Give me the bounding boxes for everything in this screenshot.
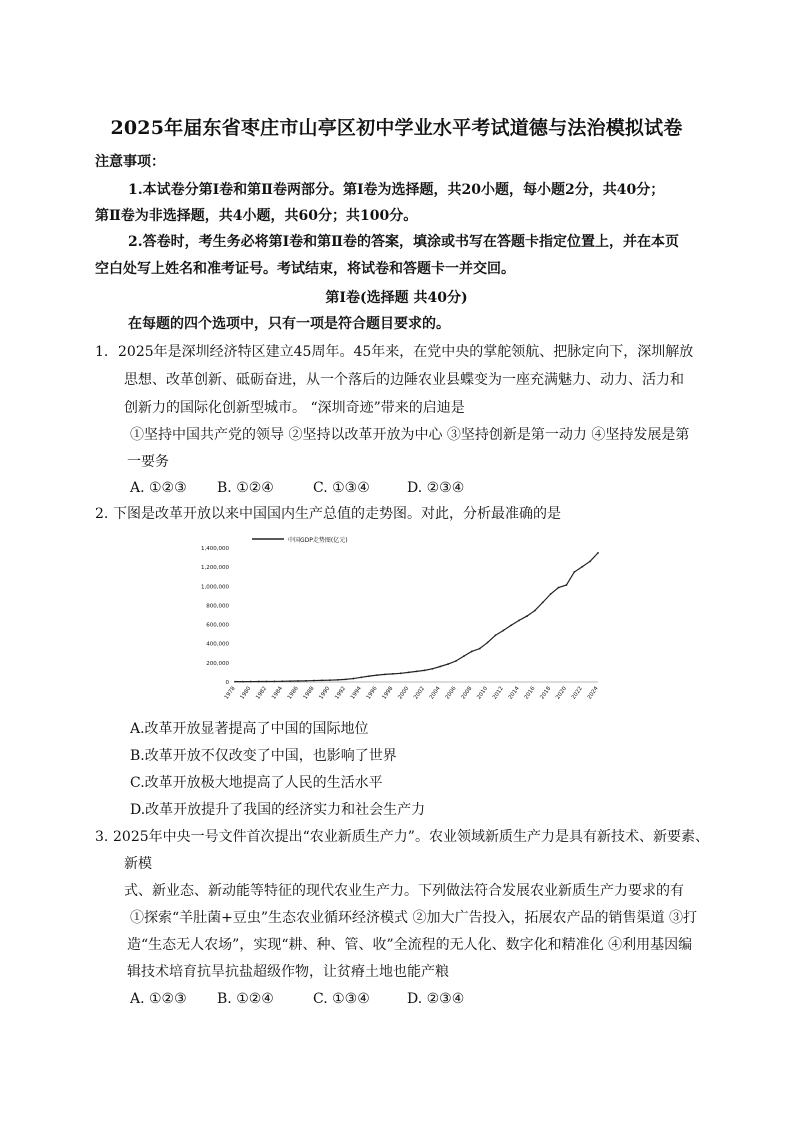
x-axis (224, 682, 600, 701)
gdp-point (368, 675, 370, 677)
q1-option-a[interactable]: A. ①②③ (130, 480, 187, 496)
x-tick-label: 1992 (334, 685, 348, 701)
gdp-point (550, 593, 552, 595)
q2-option-d[interactable]: D.改革开放提升了我国的经济实力和社会生产力 (130, 802, 426, 818)
gdp-point (376, 674, 378, 676)
x-tick-label: 2000 (397, 685, 411, 701)
y-tick-label: 0 (225, 680, 229, 686)
gdp-point (289, 680, 291, 682)
x-tick-label: 2014 (507, 685, 521, 701)
x-tick-label: 1986 (286, 685, 300, 701)
x-tick-label: 1994 (349, 685, 363, 701)
x-tick-label: 1988 (302, 685, 316, 701)
gdp-point (447, 663, 449, 665)
q3-stem-line1: 2025年中央一号文件首次提出“农业新质生产力”。农业领域新质生产力是具有新技术、新要素、 (113, 829, 709, 845)
section-instruction: 在每题的四个选项中，只有一项是符合题目要求的。 (128, 316, 450, 332)
gdp-point (266, 681, 268, 683)
y-tick-label: 1,400,000 (201, 546, 229, 552)
gdp-line-chart (190, 532, 610, 707)
q3-option-b[interactable]: B. ①②④ (217, 991, 274, 1007)
q3-stem-line3: 式、新业态、新动能等特征的现代农业生产力。下列做法符合发展农业新质生产力要求的有 (124, 883, 684, 899)
x-tick-label: 1998 (381, 685, 395, 701)
gdp-point (305, 680, 307, 682)
y-axis (201, 546, 230, 686)
gdp-point (392, 673, 394, 675)
q2-option-b[interactable]: B.改革开放不仅改变了中国，也影响了世界 (130, 748, 397, 764)
gdp-series-line (235, 553, 598, 682)
q1-stem-line5: 一要务 (127, 454, 169, 470)
page-title: 2025年届东省枣庄市山亭区初中学业水平考试道德与法治模拟试卷 (110, 117, 683, 139)
gdp-point (313, 680, 315, 682)
y-tick-label: 1,200,000 (201, 565, 229, 572)
q1-option-c[interactable]: C. ①③④ (313, 480, 370, 496)
q2-option-c[interactable]: C.改革开放极大地提高了人民的生活水平 (130, 775, 383, 791)
gdp-point (534, 610, 536, 612)
gdp-point (416, 670, 418, 672)
gdp-point (463, 655, 465, 657)
y-tick-label: 200,000 (206, 660, 229, 667)
gdp-point (455, 660, 457, 662)
gdp-point (274, 681, 276, 683)
x-tick-label: 2006 (444, 685, 458, 701)
gdp-series (234, 552, 599, 683)
y-tick-label: 800,000 (206, 603, 229, 610)
gdp-point (337, 679, 339, 681)
y-tick-label: 600,000 (206, 622, 229, 629)
gdp-point (573, 571, 575, 573)
q2-option-a[interactable]: A.改革开放显著提高了中国的国际地位 (130, 721, 369, 737)
gdp-point (518, 620, 520, 622)
q3-option-c[interactable]: C. ①③④ (313, 991, 370, 1007)
gdp-point (487, 642, 489, 644)
y-tick-label: 1,000,000 (201, 584, 229, 591)
q1-option-b[interactable]: B. ①②④ (217, 480, 274, 496)
x-tick-label: 2012 (491, 685, 505, 701)
gdp-point (558, 587, 560, 589)
gdp-point (250, 681, 252, 683)
q1-stem-line4: ①坚持中国共产党的领导 ②坚持以改革开放为中心 ③坚持创新是第一动力 ④坚持发展是第 (130, 427, 690, 443)
gdp-point (431, 668, 433, 670)
q1-stem-line2: 思想、改革创新、砥砺奋进，从一个落后的边陲农业县蝶变为一座充满魅力、动力、活力和 (124, 372, 684, 388)
q3-option-d[interactable]: D. ②③④ (407, 991, 465, 1007)
x-tick-label: 1980 (239, 685, 253, 701)
gdp-point (566, 584, 568, 586)
x-tick-label: 1996 (365, 685, 379, 701)
gdp-point (471, 651, 473, 653)
x-tick-label: 1978 (223, 685, 237, 701)
gdp-point (352, 678, 354, 680)
q1-option-d[interactable]: D. ②③④ (407, 480, 465, 496)
q3-number: 3. (95, 829, 109, 845)
gdp-point (408, 672, 410, 674)
x-tick-label: 1982 (255, 685, 269, 701)
section-heading: 第Ⅰ卷(选择题 共40分) (325, 290, 468, 306)
x-tick-label: 1990 (318, 685, 332, 701)
x-tick-label: 2002 (413, 685, 427, 701)
x-tick-label: 2010 (476, 685, 490, 701)
gdp-point (542, 601, 544, 603)
x-tick-label: 1984 (271, 685, 284, 701)
gdp-point (242, 681, 244, 683)
notice-item1-line1: 1.本试卷分第Ⅰ卷和第Ⅱ卷两部分。第Ⅰ卷为选择题，共20小题，每小题2分，共40分； (128, 182, 665, 198)
notice-item2-line2: 空白处写上姓名和准考证号。考试结束，将试卷和答题卡一并交回。 (95, 261, 515, 277)
gdp-point (321, 679, 323, 681)
q3-stem-line4: ①探索“羊肚菌+豆虫”生态农业循环经济模式 ②加大广告投入，拓展农产品的销售渠道 ③打 (130, 910, 697, 926)
q3-option-a[interactable]: A. ①②③ (130, 991, 187, 1007)
chart-legend (252, 536, 348, 544)
gdp-point (439, 666, 441, 668)
x-tick-label: 2024 (586, 685, 600, 701)
notice-heading: 注意事项： (95, 154, 165, 170)
x-tick-label: 2020 (555, 685, 569, 701)
gdp-point (400, 672, 402, 674)
x-tick-label: 2016 (523, 685, 537, 701)
x-tick-label: 2008 (460, 685, 474, 701)
gdp-point (281, 680, 283, 682)
x-tick-label: 2022 (570, 685, 584, 701)
gdp-point (345, 678, 347, 680)
notice-item2-line1: 2.答卷时，考生务必将第Ⅰ卷和第Ⅱ卷的答案，填涂或书写在答题卡指定位置上，并在本页 (128, 234, 679, 250)
gdp-point (581, 566, 583, 568)
q3-stem-line2: 新模 (124, 856, 152, 872)
gdp-point (234, 681, 236, 683)
gdp-point (479, 648, 481, 650)
gdp-point (329, 679, 331, 681)
gdp-point (526, 615, 528, 617)
gdp-point (589, 560, 591, 562)
gdp-point (495, 634, 497, 636)
q3-stem-line5: 造“生态无人农场”，实现“耕、种、管、收”全流程的无人化、数字化和精准化 ④利用基因编 (127, 937, 693, 953)
x-tick-label: 2018 (539, 685, 553, 701)
q1-stem-line3: 创新力的国际化创新型城市。 “深圳奇迹”带来的启迪是 (124, 400, 465, 416)
q3-stem-line6: 辑技术培育抗旱抗盐超级作物，让贫瘠土地也能产粮 (127, 964, 449, 980)
gdp-point (360, 676, 362, 678)
q1-stem-line1: 2025年是深圳经济特区建立45周年。45年来，在党中央的掌舵领航、把脉定向下，深圳解放 (118, 344, 694, 360)
notice-item1-line2: 第Ⅱ卷为非选择题，共4小题，共60分；共100分。 (95, 208, 418, 224)
x-tick-label: 2004 (428, 685, 442, 701)
gdp-point (258, 681, 260, 683)
gdp-point (597, 552, 599, 554)
y-tick-label: 400,000 (206, 641, 229, 648)
gdp-point (384, 673, 386, 675)
q2-stem-line1: 下图是改革开放以来中国国内生产总值的走势图。对此，分析最准确的是 (113, 506, 561, 522)
gdp-point (510, 624, 512, 626)
gdp-point (502, 630, 504, 632)
legend-label: 中国GDP走势图(亿元) (288, 537, 348, 544)
q1-number: 1. (95, 344, 109, 360)
gdp-point (423, 669, 425, 671)
gdp-point (297, 680, 299, 682)
q2-number: 2. (95, 506, 109, 522)
